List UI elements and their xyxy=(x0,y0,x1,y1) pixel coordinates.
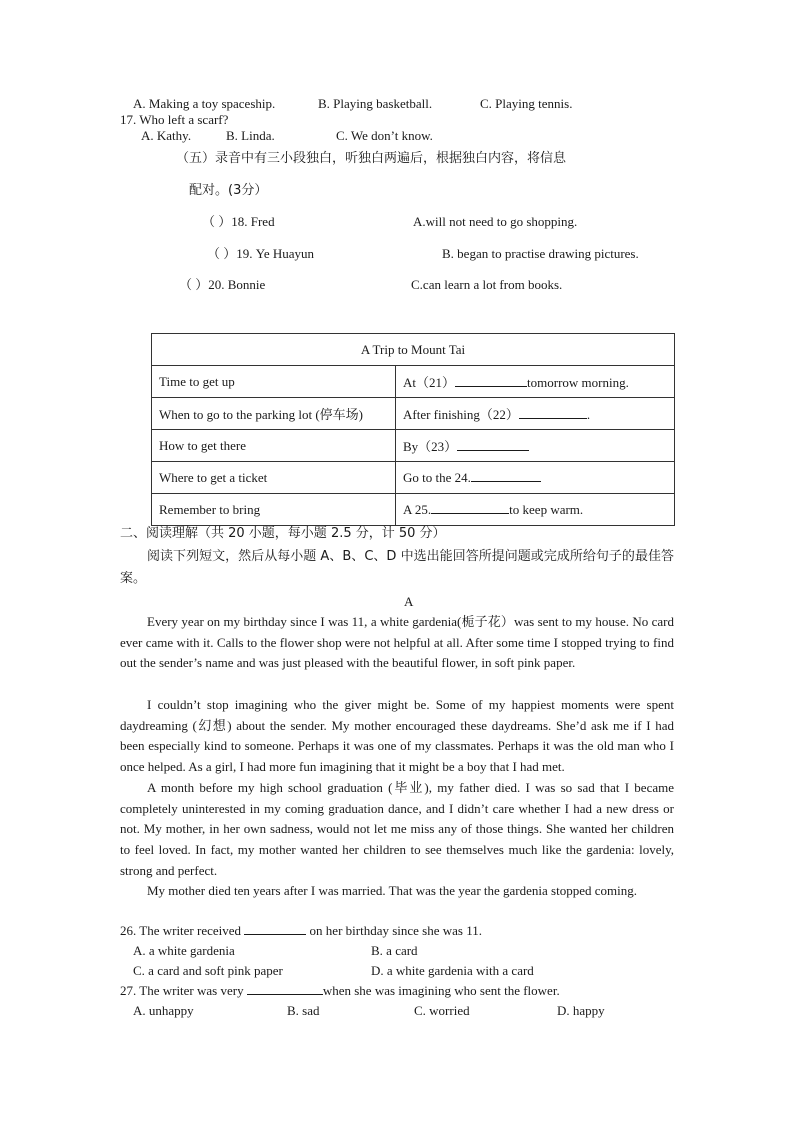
table-cell-label: Remember to bring xyxy=(152,494,396,526)
q27-option-c: C. worried xyxy=(414,1003,470,1018)
section5-instruction-line1: （五）录音中有三小段独白，听独白两遍后，根据独白内容，将信息 xyxy=(176,151,567,166)
q17-stem: 17. Who left a scarf? xyxy=(120,112,229,127)
passage-paragraph-3: A month before my high school graduation (毕业), my father died. I was so sad that I became completely uninterested in my coming graduation dance, and I didn’t care whether I had a new dress or not. My mother, in her own sadness, would not let me miss any of those things. She wanted her children to feel loved. In fact, my mother wanted her children to see themselves much like the gardenia: lovely, strong and perfect. xyxy=(120,780,674,878)
table-row xyxy=(152,366,675,398)
section5-instruction-line2: 配对。(3分） xyxy=(189,183,268,198)
match-item-20: （ ）20. Bonnie xyxy=(179,277,266,292)
table-row xyxy=(152,494,675,526)
match-item-18: （ ）18. Fred xyxy=(202,214,275,229)
passage-label: A xyxy=(404,594,414,609)
q27-option-b: B. sad xyxy=(287,1003,320,1018)
q26-option-a: A. a white gardenia xyxy=(133,943,235,958)
q27-blank[interactable] xyxy=(247,983,323,995)
q27-option-a: A. unhappy xyxy=(133,1003,194,1018)
match-item-19: （ ）19. Ye Huayun xyxy=(207,246,315,261)
q16-option-a: A. Making a toy spaceship. xyxy=(133,96,276,111)
q17-option-b: B. Linda. xyxy=(226,128,275,143)
answer-blank-25[interactable] xyxy=(431,502,509,514)
table-row xyxy=(152,398,675,430)
q26-option-b: B. a card xyxy=(371,943,418,958)
table-cell-label: When to go to the parking lot (停车场) xyxy=(152,398,396,430)
table-cell-answer: Go to the 24. xyxy=(396,462,675,494)
answer-blank-23[interactable] xyxy=(457,439,529,451)
answer-blank-21[interactable] xyxy=(455,375,527,387)
q17-option-c: C. We don’t know. xyxy=(336,128,433,143)
passage-paragraph-2: I couldn’t stop imagining who the giver might be. Some of my happiest moments were spent daydreaming (幻想) about the sender. My mother encouraged these daydreams. She’d ask me if I had been especially kind to someone. Perhaps it was one of my classmates. Perhaps it was the old man who I once helped. As a girl, I had more fun imagining that it might be a boy that I had met. xyxy=(120,697,674,775)
table-cell-label: Where to get a ticket xyxy=(152,462,396,494)
q16-option-b: B. Playing basketball. xyxy=(318,96,433,111)
match-option-a: A.will not need to go shopping. xyxy=(413,214,578,229)
q26-blank[interactable] xyxy=(244,923,306,935)
table-row xyxy=(152,462,675,494)
q27-stem: 27. The writer was very when she was imagining who sent the flower. xyxy=(120,983,560,998)
q26-stem: 26. The writer received on her birthday since she was 11. xyxy=(120,923,482,938)
reading-heading: 二、阅读理解（共 20 小题，每小题 2.5 分，计 50 分） xyxy=(120,526,446,541)
table-cell-answer: By（23） xyxy=(396,430,675,462)
passage-paragraph-4: My mother died ten years after I was married. That was the year the gardenia stopped coming. xyxy=(147,883,637,898)
match-option-c: C.can learn a lot from books. xyxy=(411,277,563,292)
q17-option-a: A. Kathy. xyxy=(141,128,192,143)
table-row xyxy=(152,430,675,462)
table-cell-label: How to get there xyxy=(152,430,396,462)
q26-option-c: C. a card and soft pink paper xyxy=(133,963,283,978)
table-cell-answer: After finishing（22） . xyxy=(396,398,675,430)
q26-option-d: D. a white gardenia with a card xyxy=(371,963,534,978)
answer-blank-22[interactable] xyxy=(519,407,587,419)
trip-table xyxy=(151,333,675,526)
passage-paragraph-1: Every year on my birthday since I was 11, a white gardenia(栀子花）was sent to my house. No card ever came with it. Calls to the flower shop were not helpful at all. After some time I stopped trying to find out the sender’s name and was just pleased with the beautiful flower, in soft pink paper. xyxy=(120,614,674,671)
table-cell-label: Time to get up xyxy=(152,366,396,398)
answer-blank-24[interactable] xyxy=(471,470,541,482)
q16-option-c: C. Playing tennis. xyxy=(480,96,573,111)
q27-option-d: D. happy xyxy=(557,1003,605,1018)
reading-instruction: 阅读下列短文，然后从每小题 A、B、C、D 中选出能回答所提问题或完成所给句子的最佳答案。 xyxy=(120,549,674,586)
trip-table-title: A Trip to Mount Tai xyxy=(152,334,675,366)
match-option-b: B. began to practise drawing pictures. xyxy=(442,246,639,261)
table-cell-answer: At（21） tomorrow morning. xyxy=(396,366,675,398)
table-cell-answer: A 25. to keep warm. xyxy=(396,494,675,526)
